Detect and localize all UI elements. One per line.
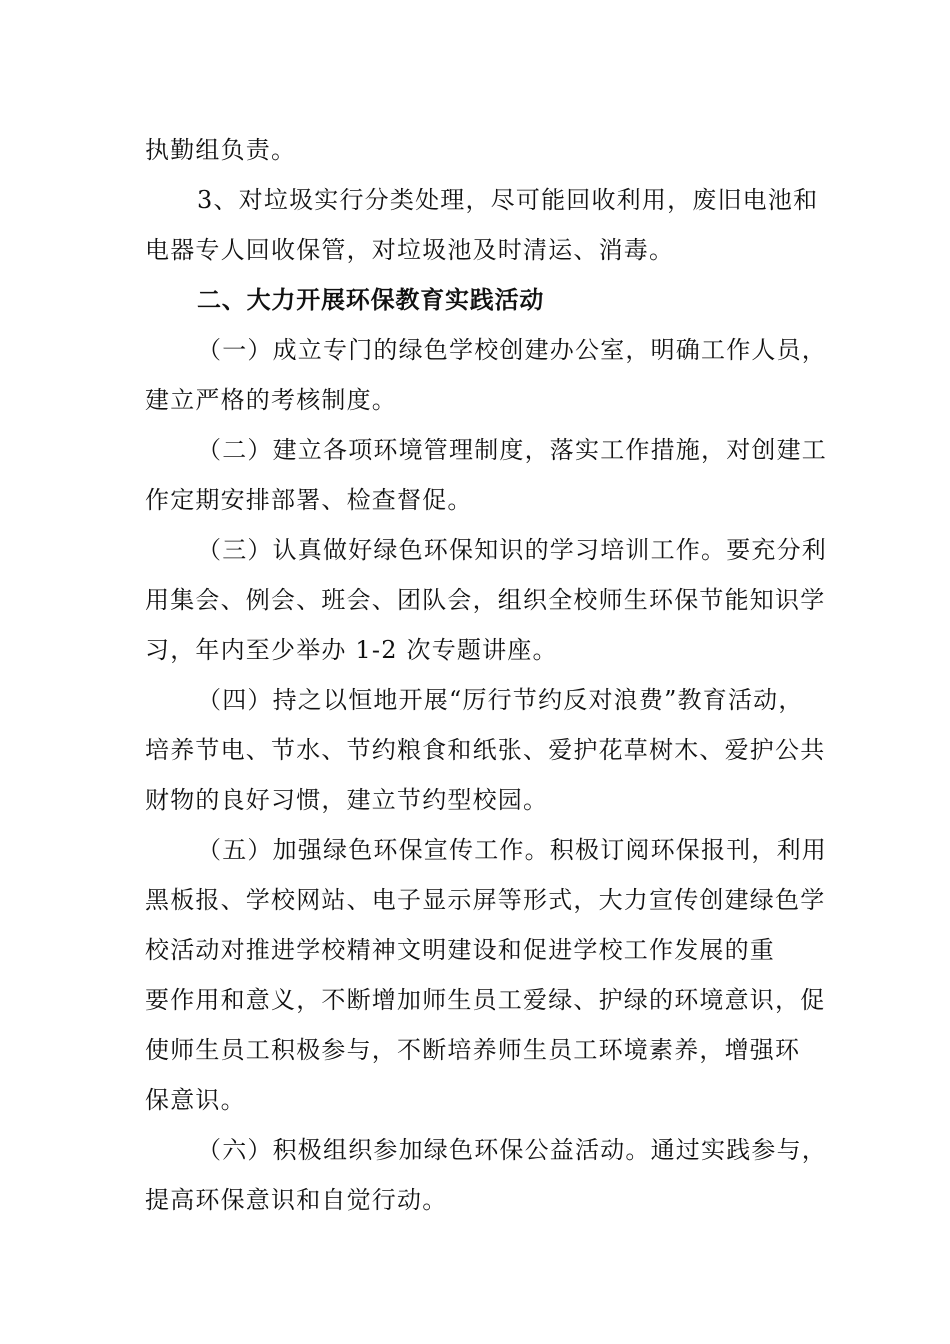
- text-line: 保意识。: [145, 1086, 246, 1114]
- section-heading: 二、大力开展环保教育实践活动: [197, 286, 545, 314]
- text-line: （三）认真做好绿色环保知识的学习培训工作。要充分利: [197, 536, 827, 564]
- text-line: 执勤组负责。: [145, 136, 297, 164]
- text-line: 提高环保意识和自觉行动。: [145, 1186, 448, 1214]
- text-line: 3、对垃圾实行分类处理，尽可能回收利用，废旧电池和: [197, 186, 819, 214]
- text-line: （五）加强绿色环保宣传工作。积极订阅环保报刊，利用: [197, 836, 827, 864]
- text-line: （四）持之以恒地开展“厉行节约反对浪费”教育活动，: [197, 686, 804, 714]
- text-line: 电器专人回收保管，对垃圾池及时清运、消毒。: [145, 236, 675, 264]
- text-line: （六）积极组织参加绿色环保公益活动。通过实践参与，: [197, 1136, 827, 1164]
- text-line: 校活动对推进学校精神文明建设和促进学校工作发展的重: [145, 936, 775, 964]
- text-line: 习，年内至少举办 1-2 次专题讲座。: [145, 636, 558, 664]
- text-line: 用集会、例会、班会、团队会，组织全校师生环保节能知识学: [145, 586, 826, 614]
- text-line: （二）建立各项环境管理制度，落实工作措施，对创建工: [197, 436, 827, 464]
- text-line: 财物的良好习惯，建立节约型校园。: [145, 786, 549, 814]
- text-line: 使师生员工积极参与，不断培养师生员工环境素养，增强环: [145, 1036, 801, 1064]
- text-line: （一）成立专门的绿色学校创建办公室，明确工作人员，: [197, 336, 827, 364]
- text-line: 作定期安排部署、检查督促。: [145, 486, 473, 514]
- text-line: 建立严格的考核制度。: [145, 386, 397, 414]
- text-line: 培养节电、节水、节约粮食和纸张、爱护花草树木、爱护公共: [145, 736, 826, 764]
- text-line: 黑板报、学校网站、电子显示屏等形式，大力宣传创建绿色学: [145, 886, 826, 914]
- text-line: 要作用和意义，不断增加师生员工爱绿、护绿的环境意识，促: [145, 986, 826, 1014]
